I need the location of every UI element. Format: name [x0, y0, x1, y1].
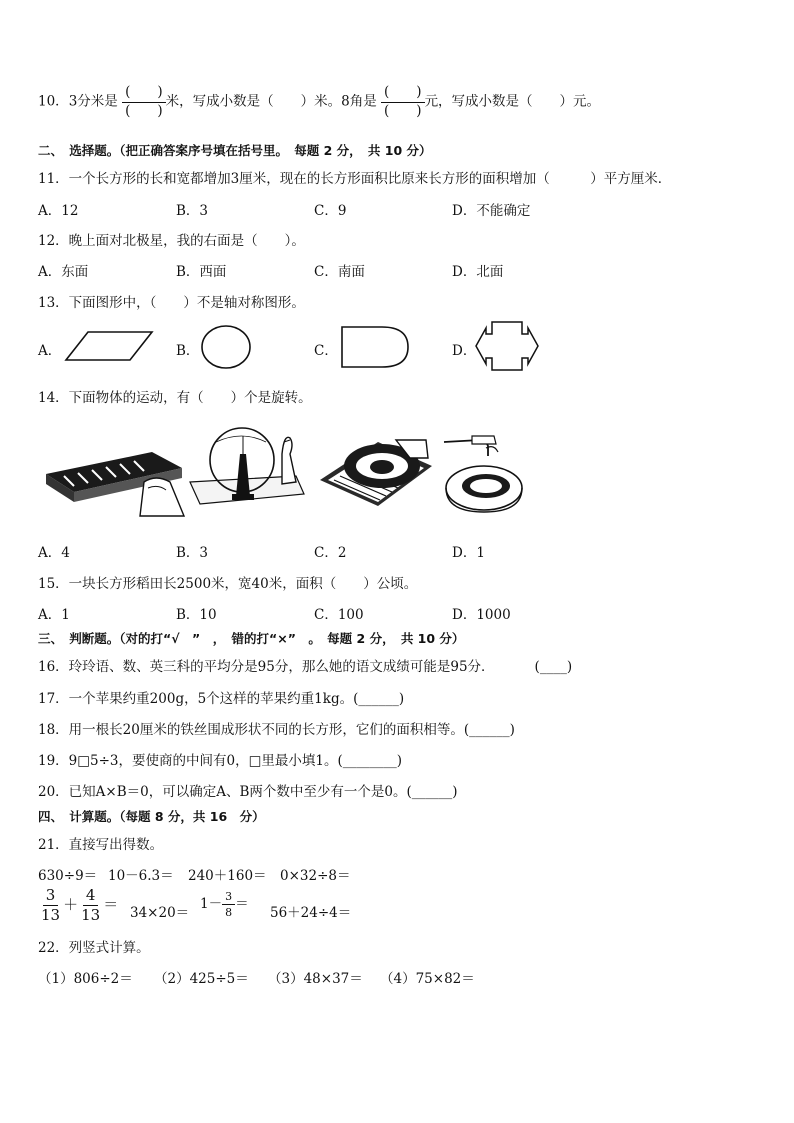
parallelogram-icon — [64, 330, 154, 362]
option-b-label: B． — [176, 343, 200, 359]
option-d-label: D． — [452, 343, 477, 359]
plasma-globe-icon — [186, 424, 310, 512]
faucet-sink-icon — [442, 432, 526, 516]
option-a: A．1 — [38, 607, 70, 623]
calc-item: （4）75×82＝ — [380, 971, 475, 987]
question-text: 20．已知A×B＝0，可以确定A、B两个数中至少有一个是0。 — [38, 784, 407, 800]
section-title: 四、 计算题。（每题 8 分，共 16 分） — [38, 809, 265, 824]
option-c: C．9 — [314, 203, 347, 219]
option-a: A．东面 — [38, 264, 89, 280]
question-21: 21．直接写出得数。 — [38, 837, 164, 853]
option-c-label: C． — [314, 343, 338, 359]
option-b: B．西面 — [176, 264, 227, 280]
question-16 — [38, 655, 572, 675]
calc-item: 630÷9＝ — [38, 868, 98, 884]
option-a: A．12 — [38, 203, 79, 219]
option-c: C．2 — [314, 545, 347, 561]
question-text: 3分米是 — [68, 93, 118, 110]
option-c: C．南面 — [314, 264, 365, 280]
calc-item: （1）806÷2＝ — [38, 971, 133, 987]
option-b: B．3 — [176, 203, 209, 219]
answer-blank[interactable]: (______) — [463, 722, 515, 738]
bullet-shape-icon — [340, 325, 410, 369]
question-12: 12．晚上面对北极星，我的右面是（ ）。 — [38, 233, 305, 249]
fraction-blank: $\frac{( )}{( )}$ — [122, 86, 166, 118]
question-15: 15．一块长方形稻田长2500米，宽40米，面积（ ）公顷。 — [38, 576, 418, 592]
answer-blank[interactable]: (____) — [534, 659, 573, 675]
answer-blank[interactable]: (______) — [353, 691, 405, 707]
answer-blank[interactable]: (______) — [406, 784, 458, 800]
option-d: D．1000 — [452, 607, 511, 623]
calc-item: 56＋24÷4＝ — [270, 905, 352, 921]
option-c: C．100 — [314, 607, 364, 623]
steering-wheel-icon — [318, 436, 434, 516]
question-18 — [38, 718, 515, 738]
question-13: 13．下面图形中，（ ）不是轴对称图形。 — [38, 295, 305, 311]
option-d: D．1 — [452, 545, 485, 561]
question-text: 米，写成小数是（ ）米。8角是 — [165, 93, 377, 110]
question-text: 18．用一根长20厘米的铁丝围成形状不同的长方形，它们的面积相等。 — [38, 722, 464, 738]
question-19 — [38, 749, 402, 769]
answer-blank[interactable]: (________) — [337, 753, 402, 769]
calc-item: （3）48×37＝ — [268, 971, 363, 987]
calc-item: 10－6.3＝ — [108, 868, 174, 884]
section-title: 二、 选择题。（把正确答案序号填在括号里。 每题 2 分， 共 10 分） — [38, 143, 432, 158]
calc-item: 34×20＝ — [130, 905, 190, 921]
double-arrow-cross-icon — [474, 320, 540, 372]
option-b: B．10 — [176, 607, 217, 623]
calc-item-fraction-sum: $\frac{3}{13}$ ＋ $\frac{4}{13}$ ＝ — [41, 886, 119, 924]
question-number: 10． — [38, 93, 69, 110]
option-a: A．4 — [38, 545, 70, 561]
calc-item-fraction-sub: 1－ $\frac{3}{8}$ ＝ — [200, 890, 249, 919]
question-text: 19．9□5÷3，要使商的中间有0，□里最小填1。 — [38, 753, 338, 769]
section-title: 三、 判断题。（对的打“√ ” ， 错的打“×” 。 每题 2 分， 共 10 分） — [38, 631, 465, 646]
question-17 — [38, 687, 404, 707]
option-d: D．不能确定 — [452, 203, 531, 219]
circle-icon — [200, 324, 252, 370]
question-text: 元，写成小数是（ ）元。 — [424, 93, 601, 110]
calc-item: （2）425÷5＝ — [154, 971, 249, 987]
calc-item: 240＋160＝ — [188, 868, 267, 884]
question-14: 14．下面物体的运动，有（ ）个是旋转。 — [38, 390, 312, 406]
question-text: 16．玲玲语、数、英三科的平均分是95分，那么她的语文成绩可能是95分． — [38, 659, 495, 675]
calc-item: 0×32÷8＝ — [280, 868, 351, 884]
abacus-icon — [44, 446, 186, 518]
fraction-blank: $\frac{( )}{( )}$ — [381, 86, 425, 118]
option-a-label: A． — [38, 343, 62, 359]
question-text: 17．一个苹果约重200g，5个这样的苹果约重1kg。 — [38, 691, 354, 707]
question-10 — [38, 86, 600, 118]
question-20 — [38, 780, 458, 800]
question-22: 22．列竖式计算。 — [38, 940, 150, 956]
option-d: D．北面 — [452, 264, 504, 280]
option-b: B．3 — [176, 545, 209, 561]
question-11: 11．一个长方形的长和宽都增加3厘米，现在的长方形面积比原来长方形的面积增加（ ）平方厘米． — [38, 171, 672, 187]
